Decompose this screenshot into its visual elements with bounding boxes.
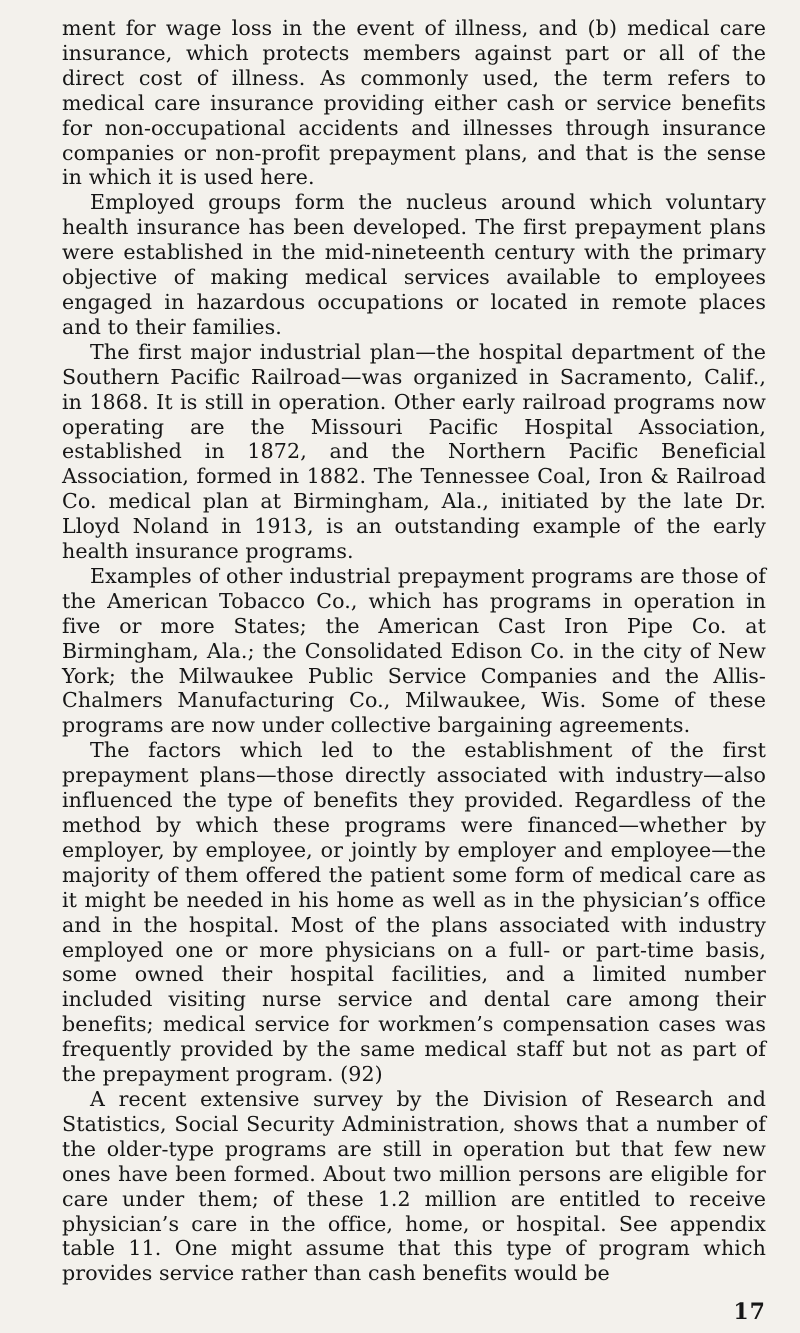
paragraph-first-industrial-plan: The first major industrial plan—the hospital department of the Southern Pacific Railroad—was organized in Sacramento, Calif., in 1868. It is still in operation. Other early railroad programs now operating are the Missouri Pacific Hospital Association, established in 1872, and the Northern Pacific Beneficial Association, formed in 1882. The Tennessee Coal, Iron & Railroad Co. medical plan at Birmingham, Ala., initiated by the late Dr. Lloyd Noland in 1913, is an outstanding example of the early health insurance programs. (62, 339, 766, 564)
paragraph-continuation: ment for wage loss in the event of illness, and (b) medical care insurance, which protects members against part or all of the direct cost of illness. As commonly used, the term refers to medical care insurance providing either cash or service benefits for non-occupational accidents and illnesses through insurance companies or non-profit prepayment plans, and that is the sense in which it is used here. (62, 16, 766, 190)
paragraph-employed-groups: Employed groups form the nucleus around which voluntary health insurance has been developed. The first prepayment plans were established in the mid-nineteenth century with the primary objective of making medical services available to employees engaged in hazardous occupations or located in remote places and to their families. (62, 190, 766, 339)
paragraph-factors: The factors which led to the establishment of the first prepayment plans—those directly associated with industry—also influenced the type of benefits they provided. Regardless of the method by which these programs were financed—whether by employer, by employee, or jointly by employer and employee—the majority of them offered the patient some form of medical care as it might be needed in his home as well as in the physician’s office and in the hospital. Most of the plans associated with industry employed one or more physicians on a full- or part-time basis, some owned their hospital facilities, and a limited number included visiting nurse service and dental care among their benefits; medical service for workmen’s compensation cases was frequently provided by the same medical staff but not as part of the prepayment program. (92) (62, 738, 766, 1087)
page-number: 17 (733, 1299, 766, 1325)
paragraph-other-industrial-programs: Examples of other industrial prepayment programs are those of the American Tobacco Co., which has programs in operation in five or more States; the American Cast Iron Pipe Co. at Birmingham, Ala.; the Consolidated Edison Co. in the city of New York; the Milwaukee Public Service Companies and the Allis-Chalmers Manufacturing Co., Milwaukee, Wis. Some of these programs are now under collective bargaining agreements. (62, 563, 766, 738)
paragraph-recent-survey: A recent extensive survey by the Division of Research and Statistics, Social Security Administration, shows that a number of the older-type programs are still in operation but that few new ones have been formed. About two million persons are eligible for care under them; of these 1.2 million are entitled to receive physician’s care in the office, home, or hospital. See appendix table 11. One might assume that this type of program which provides service rather than cash benefits would be (62, 1086, 766, 1286)
